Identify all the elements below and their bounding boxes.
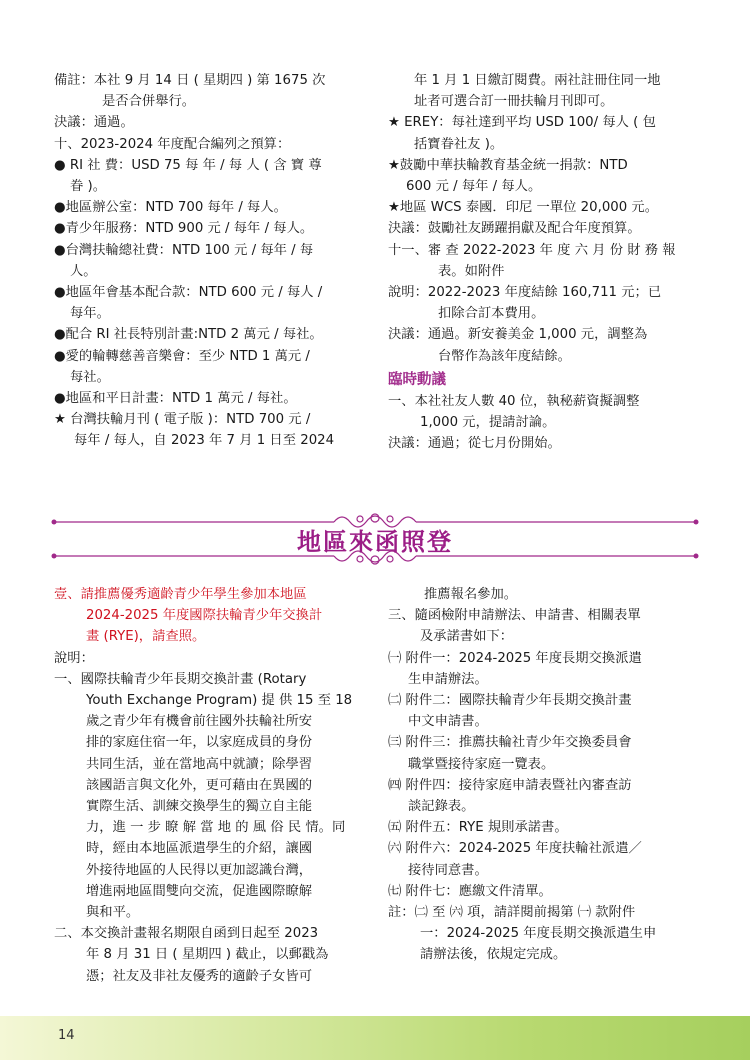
text-line: 生申請辦法。 xyxy=(408,671,488,687)
text-line: 共同生活，並在當地高中就讀；除學習 xyxy=(86,756,313,772)
text-line: ●青少年服務：NTD 900 元 / 每年 / 每人。 xyxy=(54,221,314,237)
text-line: 歲之青少年有機會前往國外扶輪社所安 xyxy=(86,714,313,730)
text-line: 每社。 xyxy=(70,369,110,385)
text-line: ●配合 RI 社長特別計畫:NTD 2 萬元 / 每社。 xyxy=(54,327,323,343)
text-line: 年 1 月 1 日繳訂閱費。兩社註冊住同一地 xyxy=(414,73,661,88)
text-line: 十、2023-2024 年度配合編列之預算： xyxy=(54,136,291,152)
text-line: ㈤ 附件五：RYE 規則承諾書。 xyxy=(388,820,568,836)
text-line: Youth Exchange Program) 提 供 15 至 18 xyxy=(86,693,353,709)
text-line: ●地區辦公室：NTD 700 每年 / 每人。 xyxy=(54,200,287,216)
text-line: ㈥ 附件六：2024-2025 年度扶輪社派遣／ xyxy=(388,841,642,857)
text-line: 址者可選合訂一冊扶輪月刊即可。 xyxy=(414,94,614,110)
text-line: 接待同意書。 xyxy=(408,862,488,878)
text-line: 每年 / 每人，自 2023 年 7 月 1 日至 2024 xyxy=(74,433,335,449)
text-line: 說明：2022-2023 年度結餘 160,711 元；已 xyxy=(388,285,662,301)
text-line: 括寶眷社友 )。 xyxy=(414,136,504,152)
text-line: 說明： xyxy=(54,650,94,666)
text-line: ●台灣扶輪總社費：NTD 100 元 / 每年 / 每 xyxy=(54,242,314,258)
text-line: ★ EREY：每社達到平均 USD 100/ 每人 ( 包 xyxy=(388,115,656,131)
district-letter-right-column xyxy=(388,584,698,966)
text-line: ●地區和平日計畫：NTD 1 萬元 / 每社。 xyxy=(54,391,297,407)
text-line: 三、隨函檢附申請辦法、申請書、相關表單 xyxy=(388,608,641,624)
section-title: 地區來函照登 xyxy=(297,528,453,556)
text-line: 中文申請書。 xyxy=(408,714,488,730)
text-line: 備註：本社 9 月 14 日 ( 星期四 ) 第 1675 次 xyxy=(54,73,326,88)
text-line: 二、本交換計畫報名期限自函到日起至 2023 xyxy=(54,926,319,942)
text-line: 註：㈡ 至 ㈥ 項，請詳閱前揭第 ㈠ 款附件 xyxy=(388,905,636,921)
text-line: 600 元 / 每年 / 每人。 xyxy=(406,179,542,195)
text-line: 年 8 月 31 日 ( 星期四 ) 截止，以郵戳為 xyxy=(86,947,329,963)
text-line: 決議：通過。 xyxy=(54,115,134,131)
text-line: ㈢ 附件三：推薦扶輪社青少年交換委員會 xyxy=(388,735,632,751)
text-line: 推薦報名參加。 xyxy=(424,587,518,602)
text-line: ★地區 WCS 泰國．印尼 一單位 20,000 元。 xyxy=(388,200,659,216)
text-line: 一、本社社友人數 40 位，執秘薪資擬調整 xyxy=(388,394,640,410)
text-line: 及承諾書如下： xyxy=(420,629,514,645)
section-heading: 臨時動議 xyxy=(388,371,446,388)
text-line: ㈡ 附件二：國際扶輪青少年長期交換計畫 xyxy=(388,693,632,709)
text-line: 壹、請推薦優秀適齡青少年學生參加本地區 xyxy=(54,587,307,602)
page-number: 14 xyxy=(58,1028,75,1043)
text-line: 外接待地區的人民得以更加認識台灣， xyxy=(86,862,313,878)
meeting-notes-left-column xyxy=(54,70,366,452)
text-line: ●地區年會基本配合款：NTD 600 元 / 每人 / xyxy=(54,285,323,301)
text-line: 時，經由本地區派遣學生的介紹，讓國 xyxy=(86,841,313,857)
text-line: ㈣ 附件四：接待家庭申請表暨社內審查訪 xyxy=(388,777,632,793)
text-line: 力，進 一 步 瞭 解 當 地 的 風 俗 民 情。同 xyxy=(86,820,346,836)
text-line: ㈠ 附件一：2024-2025 年度長期交換派遣 xyxy=(388,650,642,666)
text-line: 一、國際扶輪青少年長期交換計畫 (Rotary xyxy=(54,671,307,687)
text-line: 人。 xyxy=(70,263,97,279)
text-line: 畫 (RYE)，請查照。 xyxy=(86,629,206,645)
text-line: 談記錄表。 xyxy=(408,799,475,815)
text-line: ★ 台灣扶輪月刊 ( 電子版 )：NTD 700 元 / xyxy=(54,412,311,428)
text-line: ●愛的輪轉慈善音樂會：至少 NTD 1 萬元 / xyxy=(54,348,310,364)
text-line: 實際生活、訓練交換學生的獨立自主能 xyxy=(86,799,313,815)
district-letter-left-column xyxy=(54,584,366,987)
text-line: ● RI 社 費：USD 75 每 年 / 每 人 ( 含 寶 尊 xyxy=(54,157,322,173)
text-line: 與和平。 xyxy=(86,905,140,921)
text-line: 該國語言與文化外，更可藉由在異國的 xyxy=(86,777,313,793)
text-line: 決議：通過；從七月份開始。 xyxy=(388,436,561,452)
text-line: 職掌暨接待家庭一覽表。 xyxy=(408,756,555,772)
text-line: 扣除合訂本費用。 xyxy=(438,306,545,322)
text-line: 台幣作為該年度結餘。 xyxy=(438,348,571,364)
text-line: 十一、審 查 2022-2023 年 度 六 月 份 財 務 報 xyxy=(388,242,676,258)
text-line: 一：2024-2025 年度長期交換派遣生申 xyxy=(420,926,657,942)
text-line: 排的家庭住宿一年，以家庭成員的身份 xyxy=(86,735,313,751)
text-line: 眷 )。 xyxy=(70,179,107,195)
text-line: 憑；社友及非社友優秀的適齡子女皆可 xyxy=(86,968,313,984)
text-line: 每年。 xyxy=(70,306,110,322)
text-line: 請辦法後，依規定完成。 xyxy=(420,947,567,963)
text-line: 決議：鼓勵社友踴躍捐獻及配合年度預算。 xyxy=(388,221,641,237)
text-line: 增進兩地區間雙向交流，促進國際瞭解 xyxy=(86,883,313,899)
text-line: 決議：通過。新安養美金 1,000 元，調整為 xyxy=(388,327,648,343)
footer-gradient-bar xyxy=(0,1016,750,1060)
text-line: ㈦ 附件七：應繳文件清單。 xyxy=(388,883,552,899)
text-line: 表。如附件 xyxy=(438,263,505,279)
text-line: ★鼓勵中華扶輪教育基金統一捐款：NTD xyxy=(388,157,628,173)
text-line: 2024-2025 年度國際扶輪青少年交換計 xyxy=(86,608,323,624)
meeting-notes-right-column xyxy=(388,70,698,455)
text-line: 1,000 元，提請討論。 xyxy=(420,415,556,431)
text-line: 是否合併舉行。 xyxy=(102,94,196,110)
